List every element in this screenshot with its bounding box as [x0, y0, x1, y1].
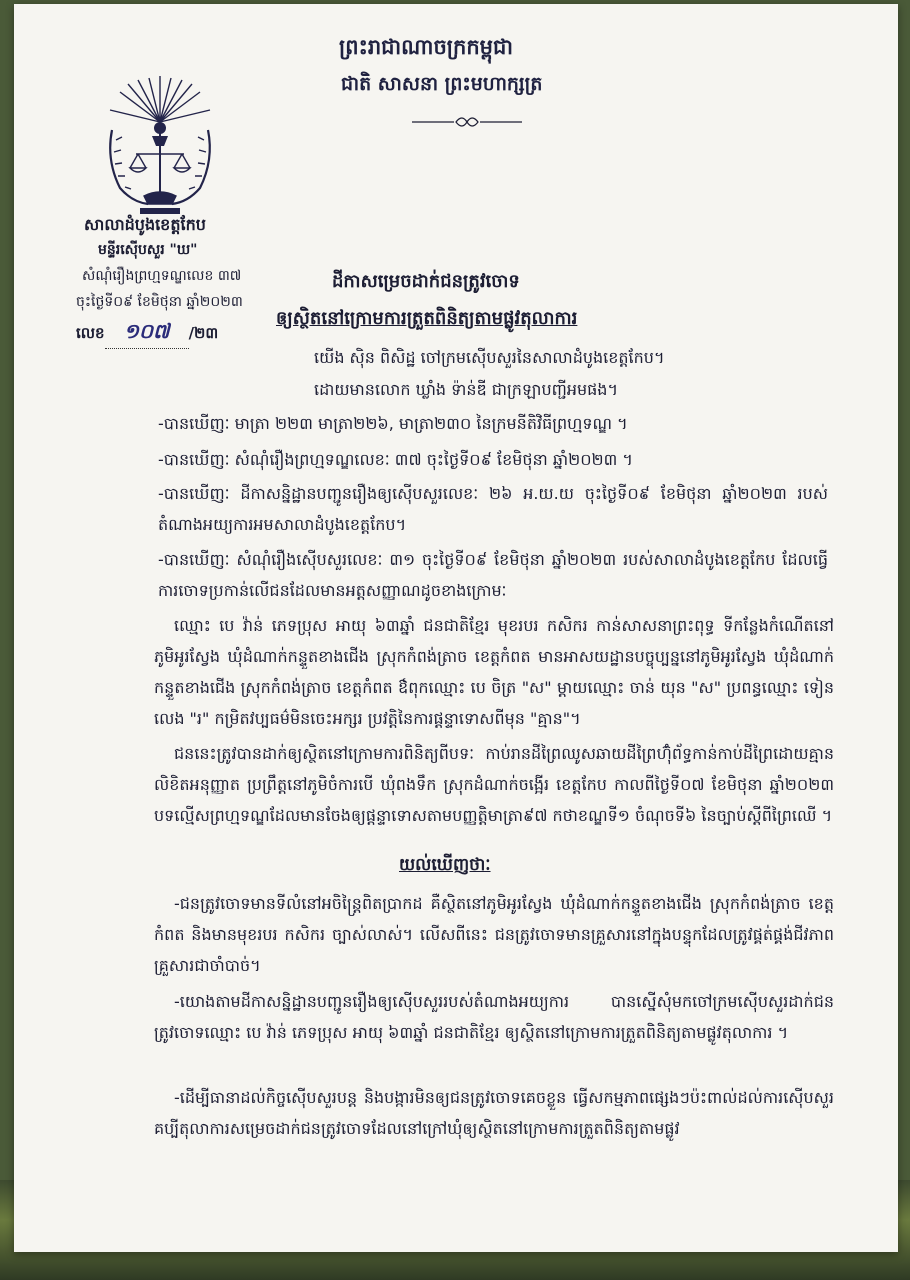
document-page — [14, 4, 898, 1252]
court-name: សាលាដំបូងខេត្តកែប — [84, 215, 206, 234]
document-title: ដីកាសម្រេចដាក់ជនត្រូវចោទ — [332, 271, 520, 292]
motto-heading: ជាតិ សាសនា ព្រះមហាក្សត្រ — [341, 73, 543, 95]
kingdom-heading: ព្រះរាជាណាចក្រកម្ពុជា — [339, 35, 514, 59]
opinion-paragraph-3: -ដើម្បីធានាដល់កិច្ចស៊ើបសួរបន្ត និងបង្ការមិនឲ្យជនត្រូវចោទគេចខ្លួន ធ្វើសកម្មភាពផ្សេងៗប៉ះពាល់ដល់ការស៊ើបសួរ គប្បីតុលាការសម្រេចដាក់ជនត្រូវចោទដែលនៅក្រៅឃុំឲ្យស្ថិតនៅក្រោមការត្រួតពិនិត្យតាមផ្លូវ — [154, 1088, 834, 1138]
case-file-number: សំណុំរឿងព្រហ្មទណ្ឌលេខ ៣៧ — [82, 268, 242, 284]
accused-identity-paragraph: ឈ្មោះ បេ វ៉ាន់ ភេទប្រុស អាយុ ៦៣ឆ្នាំ ជនជាតិខ្មែរ មុខរបរ កសិករ កាន់សាសនាព្រះពុទ្ធ ទីកន្លែងកំណើតនៅភូមិអូរស្វែង ឃុំដំណាក់កន្ទួតខាងជើង ស្រុកកំពង់ត្រាច ខេត្តកំពត មានអាសយដ្ឋានបច្ចុប្បន្ននៅភូមិអូរស្វែង ឃុំដំណាក់កន្ទួតខាងជើង ស្រុកកំពង់ត្រាច ខេត្តកំពត ឳពុកឈ្មោះ បេ ចិត្រ "ស" ម្តាយឈ្មោះ ចាន់ យុន "ស" ប្រពន្ធឈ្មោះ ទៀន លេង "រ" កម្រិតវប្បធម៌មិនចេះអក្សរ ប្រវត្តិនៃការផ្តន្ទាទោសពីមុន "គ្មាន"។ — [154, 616, 834, 728]
consideration-2: -បានឃើញៈ សំណុំរឿងព្រហ្មទណ្ឌលេខៈ ៣៧ ចុះថ្ងៃទី០៩ ខែមិថុនា ឆ្នាំ២០២៣ ។ — [158, 450, 633, 469]
consideration-4: -បានឃើញៈ សំណុំរឿងស៊ើបសួរលេខៈ ៣១ ចុះថ្ងៃទី០៩ ខែមិថុនា ឆ្នាំ២០២៣ របស់សាលាដំបូងខេត្តកែប ដែលធ្វើការចោទប្រកាន់លើជនដែលមានអត្តសញ្ញាណដូចខាងក្រោមៈ — [158, 550, 828, 600]
reference-line — [76, 318, 218, 349]
opinion-heading: យល់ឃើញថាៈ — [399, 855, 491, 875]
divider-ornament-icon — [412, 114, 522, 130]
reference-label: លេខ — [76, 324, 105, 342]
case-file-date: ចុះថ្ងៃទី០៩ ខែមិថុនា ឆ្នាំ២០២៣ — [76, 294, 243, 310]
document-subtitle: ឲ្យស្ថិតនៅក្រោមការត្រួតពិនិត្យតាមផ្លូវតុលាការ — [276, 308, 578, 329]
intro-judge: យើង ស៊ិន ពិសិដ្ឋ ចៅក្រមស៊ើបសួរនៃសាលាដំបូងខេត្តកែប។ — [314, 348, 665, 367]
opinion-paragraph-2: -យោងតាមដីកាសន្និដ្ឋានបញ្ជូនរឿងឲ្យស៊ើបសួររបស់តំណាងអយ្យការ បានស្នើសុំមកចៅក្រមស៊ើបសួរដាក់ជនត្រូវចោទឈ្មោះ បេ វ៉ាន់ ភេទប្រុស អាយុ ៦៣ឆ្នាំ ជនជាតិខ្មែរ ឲ្យស្ថិតនៅក្រោមការត្រួតពិនិត្យតាមផ្លូវតុលាការ ។ — [154, 992, 834, 1042]
charge-paragraph: ជននេះត្រូវបានដាក់ឲ្យស្ថិតនៅក្រោមការពិនិត្យពីបទៈ កាប់រានដីព្រៃឈូសឆាយដីព្រៃហ៊ុំព័ទ្ធកាន់កាប់ដីព្រៃដោយគ្មានលិខិតអនុញ្ញាត ប្រព្រឹត្តនៅភូមិចំការបើ ឃុំពងទឹក ស្រុកដំណាក់ចង្អើរ ខេត្តកែប កាលពីថ្ងៃទី០៧ ខែមិថុនា ឆ្នាំ២០២៣ បទល្មើសព្រហ្មទណ្ឌដែលមានចែងឲ្យផ្តន្ទាទោសតាមបញ្ញត្តិមាត្រា៩៧ កថាខណ្ឌទី១ ចំណុចទី៦ នៃច្បាប់ស្តីពីព្រៃឈើ ។ — [154, 744, 834, 825]
reference-suffix: /២៣ — [188, 324, 219, 342]
royal-coat-of-arms-icon — [98, 70, 222, 218]
consideration-3: -បានឃើញៈ ដីកាសន្និដ្ឋានបញ្ជូនរឿងឲ្យស៊ើបសួរលេខៈ ២៦ អ.យ.យ ចុះថ្ងៃទី០៩ ខែមិថុនា ឆ្នាំ២០២៣ របស់តំណាងអយ្យការអមសាលាដំបូងខេត្តកែប។ — [158, 484, 829, 534]
intro-clerk: ដោយមានលោក ឃ្លាំង ទ៉ាន់ឌី ជាក្រឡាបញ្ជីអមផង។ — [314, 380, 619, 399]
opinion-paragraph-1: -ជនត្រូវចោទមានទីលំនៅអចិន្ត្រៃពិតប្រាកដ គឺស្ថិតនៅភូមិអូរស្វែង ឃុំដំណាក់កន្ទួតខាងជើង ស្រុកកំពង់ត្រាច ខេត្តកំពត និងមានមុខរបរ កសិករ ច្បាស់លាស់។ លើសពីនេះ ជនត្រូវចោទមានគ្រួសារនៅក្នុងបន្ទុកដែលត្រូវផ្គត់ផ្គង់ជីវភាពគ្រួសារជាចាំបាច់។ — [154, 894, 834, 975]
department-name: មន្ទីរស៊ើបសួរ "ឃ" — [98, 242, 198, 258]
consideration-1: -បានឃើញៈ មាត្រា ២២៣ មាត្រា២២៦, មាត្រា២៣០ នៃក្រមនីតិវិធីព្រហ្មទណ្ឌ ។ — [158, 414, 628, 433]
reference-number-handwritten: ១០៧ — [105, 318, 189, 349]
